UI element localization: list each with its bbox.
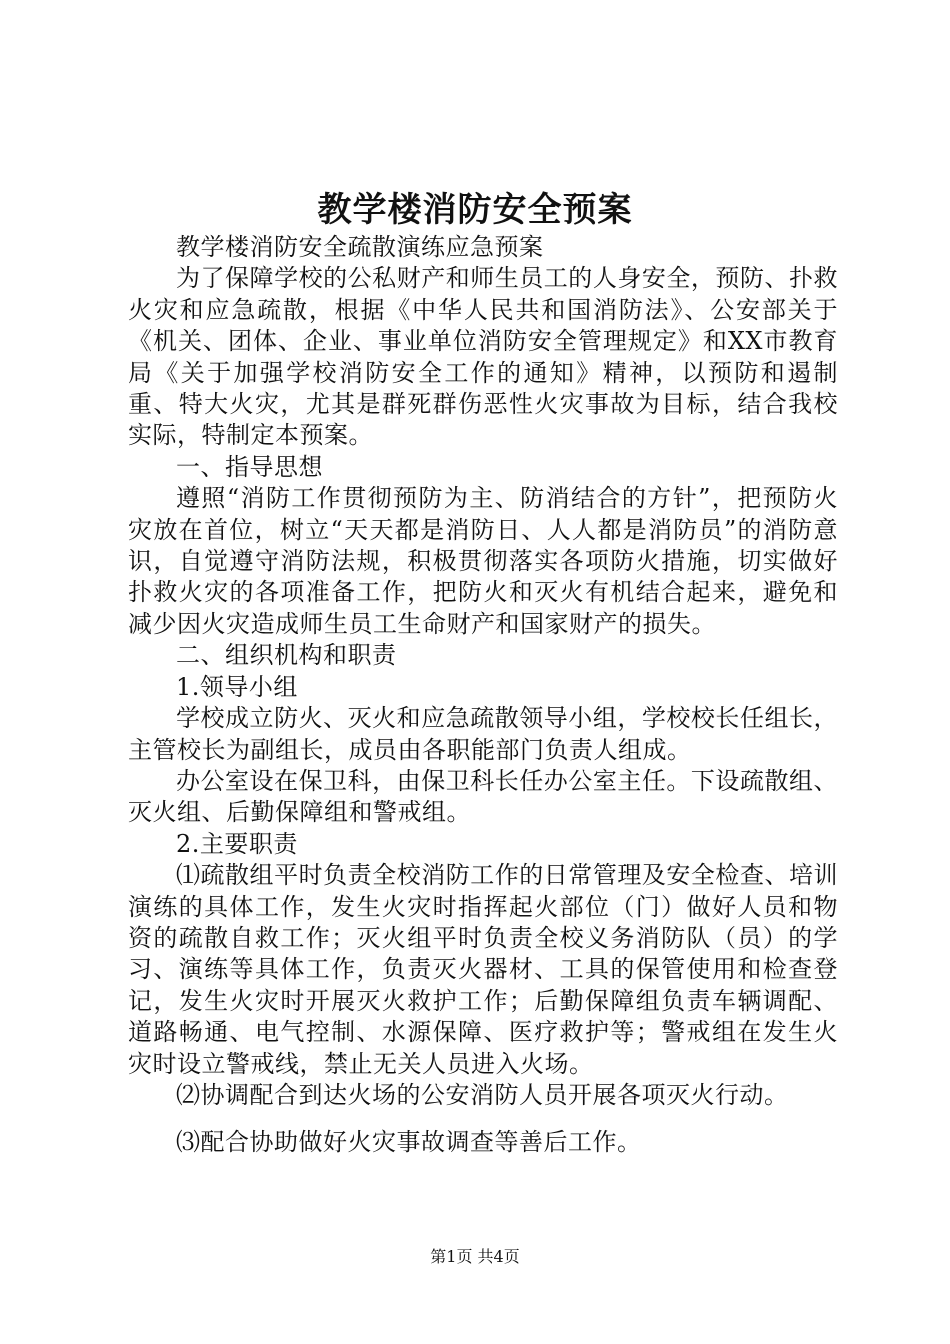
- subheading-leading-group: 1.领导小组: [176, 672, 298, 701]
- paragraph-duty-3: ⑶配合协助做好火灾事故调查等善后工作。: [176, 1128, 642, 1157]
- page-number-footer: 第1页 共4页: [430, 1247, 520, 1266]
- paragraph-subtitle: 教学楼消防安全疏散演练应急预案: [176, 233, 544, 261]
- paragraph-intro: 为了保障学校的公私财产和师生员工的人身安全，预防、扑救火灾和应急疏散，根据《中华人民共和国消防法》、公安部关于《机关、团体、企业、事业单位消防安全管理规定》和XX市教育局《关于加强学校消防安全工作的通知》精神，以预防和遏制重、特大火灾，尤其是群死群伤恶性火灾事故为目标，结合我校实际，特制定本预案。: [128, 264, 838, 450]
- paragraph-duty-2: ⑵协调配合到达火场的公安消防人员开展各项灭火行动。: [176, 1080, 789, 1109]
- paragraph-office: 办公室设在保卫科，由保卫科长任办公室主任。下设疏散组、灭火组、后勤保障组和警戒组。: [128, 766, 838, 827]
- paragraph-guiding-thought: 遵照“消防工作贯彻预防为主、防消结合的方针”，把预防火灾放在首位，树立“天天都是消防日、人人都是消防员”的消防意识，自觉遵守消防法规，积极贯彻落实各项防火措施，切实做好扑救火灾的各项准备工作，把防火和灭火有机结合起来，避免和减少因火灾造成师生员工生命财产和国家财产的损失。: [128, 484, 838, 638]
- paragraph-duty-1: ⑴疏散组平时负责全校消防工作的日常管理及安全检查、培训演练的具体工作，发生火灾时指挥起火部位（门）做好人员和物资的疏散自救工作；灭火组平时负责全校义务消防队（员）的学习、演练等具体工作，负责灭火器材、工具的保管使用和检查登记，发生火灾时开展灭火救护工作；后勤保障组负责车辆调配、道路畅通、电气控制、水源保障、医疗救护等；警戒组在发生火灾时设立警戒线，禁止无关人员进入火场。: [128, 861, 838, 1078]
- document-title: 教学楼消防安全预案: [317, 190, 633, 230]
- section-heading-organization: 二、组织机构和职责: [176, 641, 397, 670]
- paragraph-leading-group: 学校成立防火、灭火和应急疏散领导小组，学校校长任组长，主管校长为副组长，成员由各职能部门负责人组成。: [128, 704, 838, 764]
- section-heading-guiding-thought: 一、指导思想: [176, 452, 323, 481]
- document-body: [128, 232, 838, 1159]
- subheading-main-duties: 2.主要职责: [176, 829, 298, 858]
